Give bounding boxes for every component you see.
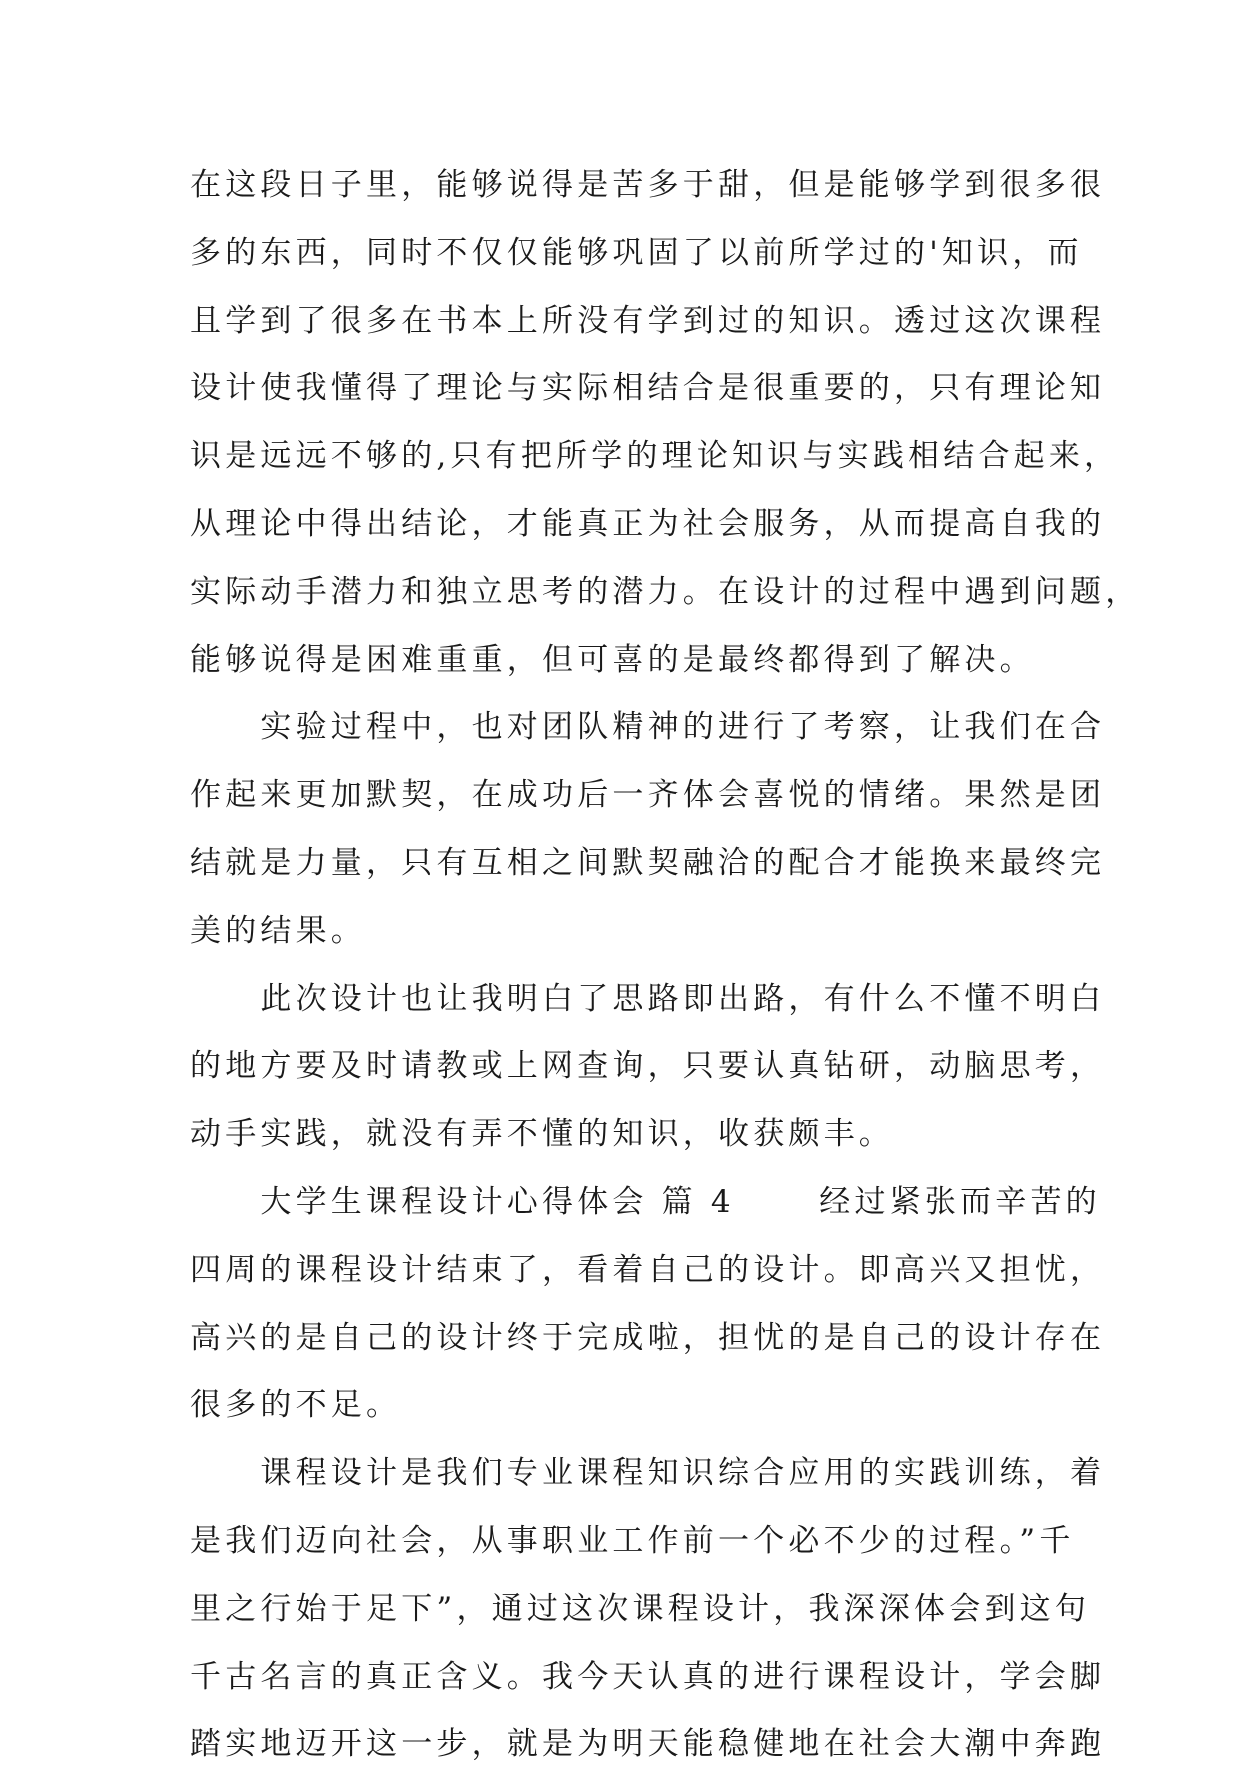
text-line: 且学到了很多在书本上所没有学到过的知识。透过这次课程 (190, 302, 1106, 339)
section-heading-line: 大学生课程设计心得体会 篇 4 经过紧张而辛苦的 (190, 1183, 1101, 1220)
paragraph-start-line: 课程设计是我们专业课程知识综合应用的实践训练，着 (190, 1455, 1106, 1492)
text-line: 很多的不足。 (190, 1387, 402, 1424)
text-line: 四周的课程设计结束了，看着自己的设计。即高兴又担忧， (190, 1251, 1106, 1288)
text-line: 千古名言的真正含义。我今天认真的进行课程设计，学会脚 (190, 1658, 1106, 1695)
text-line: 设计使我懂得了理论与实际相结合是很重要的，只有理论知 (190, 370, 1106, 407)
body-text (190, 152, 1141, 1779)
text-line: 实际动手潜力和独立思考的潜力。在设计的过程中遇到问题， (190, 573, 1141, 610)
text-line: 里之行始于足下”，通过这次课程设计，我深深体会到这句 (190, 1590, 1091, 1627)
text-line: 多的东西，同时不仅仅能够巩固了以前所学过的'知识，而 (190, 234, 1083, 271)
text-line: 在这段日子里，能够说得是苦多于甜，但是能够学到很多很 (190, 167, 1106, 203)
paragraph-start-line: 此次设计也让我明白了思路即出路，有什么不懂不明白 (190, 980, 1106, 1017)
text-line: 是我们迈向社会，从事职业工作前一个必不少的过程。”千 (190, 1522, 1075, 1559)
text-line: 结就是力量，只有互相之间默契融洽的配合才能换来最终完 (190, 844, 1106, 881)
text-line: 动手实践，就没有弄不懂的知识，收获颇丰。 (190, 1116, 894, 1153)
text-line: 美的结果。 (190, 912, 366, 949)
text-line: 的地方要及时请教或上网查询，只要认真钻研，动脑思考， (190, 1048, 1106, 1085)
text-line: 能够说得是困难重重，但可喜的是最终都得到了解决。 (190, 641, 1035, 678)
text-line: 高兴的是自己的设计终于完成啦，担忧的是自己的设计存在 (190, 1319, 1106, 1356)
paragraph-start-line: 实验过程中，也对团队精神的进行了考察，让我们在合 (190, 709, 1106, 746)
text-line: 从理论中得出结论，才能真正为社会服务，从而提高自我的 (190, 505, 1106, 542)
text-line: 作起来更加默契，在成功后一齐体会喜悦的情绪。果然是团 (190, 777, 1106, 814)
text-line: 识是远远不够的,只有把所学的理论知识与实践相结合起来， (190, 438, 1120, 475)
text-line: 踏实地迈开这一步，就是为明天能稳健地在社会大潮中奔跑 (190, 1726, 1106, 1763)
